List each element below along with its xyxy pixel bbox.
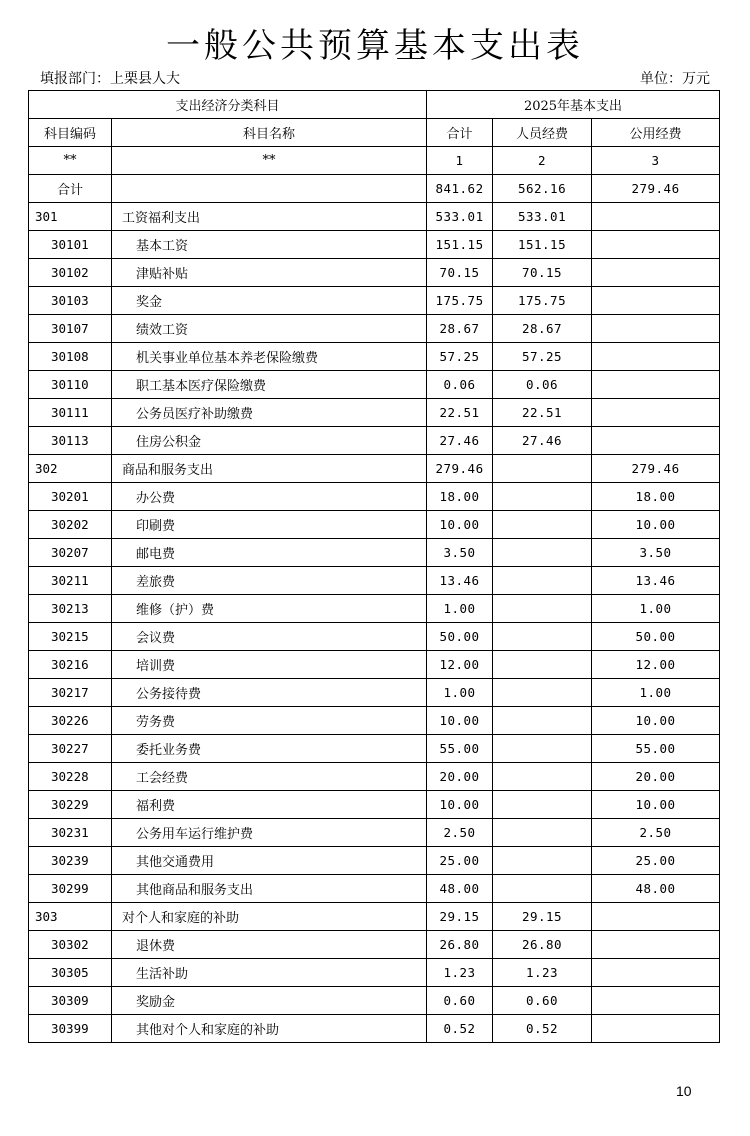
row-name-cell: 工会经费 — [112, 763, 427, 791]
row-total-cell: 1.00 — [427, 595, 493, 623]
table-row — [29, 259, 720, 287]
index-name: ** — [112, 147, 427, 175]
total-public: 279.46 — [592, 175, 720, 203]
row-code-cell: 30213 — [29, 595, 112, 623]
row-code-cell: 30217 — [29, 679, 112, 707]
row-code-cell: 30207 — [29, 539, 112, 567]
row-public-cell — [592, 259, 720, 287]
table-row — [29, 847, 720, 875]
table-row — [29, 959, 720, 987]
row-total-cell: 27.46 — [427, 427, 493, 455]
row-public-cell: 10.00 — [592, 791, 720, 819]
row-personnel-cell — [493, 595, 592, 623]
index-total: 1 — [427, 147, 493, 175]
row-public-cell — [592, 987, 720, 1015]
row-name-cell: 培训费 — [112, 651, 427, 679]
row-total-cell: 2.50 — [427, 819, 493, 847]
table-row — [29, 203, 720, 231]
row-personnel-cell — [493, 819, 592, 847]
row-public-cell — [592, 371, 720, 399]
row-public-cell: 2.50 — [592, 819, 720, 847]
row-code-cell: 30110 — [29, 371, 112, 399]
row-code-cell: 30229 — [29, 791, 112, 819]
row-total-cell: 55.00 — [427, 735, 493, 763]
row-public-cell — [592, 959, 720, 987]
row-name-cell: 住房公积金 — [112, 427, 427, 455]
row-public-cell: 55.00 — [592, 735, 720, 763]
row-public-cell — [592, 427, 720, 455]
row-name-cell: 劳务费 — [112, 707, 427, 735]
row-name-cell: 津贴补贴 — [112, 259, 427, 287]
table-row — [29, 791, 720, 819]
row-code-cell: 30399 — [29, 1015, 112, 1043]
row-code-cell: 30226 — [29, 707, 112, 735]
row-code-cell: 30201 — [29, 483, 112, 511]
row-name-cell: 绩效工资 — [112, 315, 427, 343]
row-total-cell: 0.52 — [427, 1015, 493, 1043]
row-name-cell: 印刷费 — [112, 511, 427, 539]
row-personnel-cell — [493, 735, 592, 763]
row-code-cell: 30299 — [29, 875, 112, 903]
row-total-cell: 10.00 — [427, 791, 493, 819]
row-code-cell: 30231 — [29, 819, 112, 847]
row-public-cell: 50.00 — [592, 623, 720, 651]
row-personnel-cell: 57.25 — [493, 343, 592, 371]
row-personnel-cell: 0.06 — [493, 371, 592, 399]
row-total-cell: 28.67 — [427, 315, 493, 343]
header-total: 合计 — [427, 119, 493, 147]
row-name-cell: 办公费 — [112, 483, 427, 511]
row-code-cell: 30305 — [29, 959, 112, 987]
row-public-cell: 1.00 — [592, 679, 720, 707]
row-code-cell: 30102 — [29, 259, 112, 287]
row-name-cell: 公务用车运行维护费 — [112, 819, 427, 847]
row-public-cell — [592, 903, 720, 931]
row-name-cell: 公务员医疗补助缴费 — [112, 399, 427, 427]
page-number: 10 — [676, 1083, 692, 1099]
row-total-cell: 20.00 — [427, 763, 493, 791]
row-total-cell: 26.80 — [427, 931, 493, 959]
row-total-cell: 175.75 — [427, 287, 493, 315]
row-personnel-cell — [493, 651, 592, 679]
row-public-cell: 25.00 — [592, 847, 720, 875]
row-code-cell: 30101 — [29, 231, 112, 259]
row-public-cell — [592, 287, 720, 315]
row-public-cell: 20.00 — [592, 763, 720, 791]
row-total-cell: 13.46 — [427, 567, 493, 595]
header-group-right: 2025年基本支出 — [427, 91, 720, 119]
row-public-cell — [592, 203, 720, 231]
row-personnel-cell: 0.60 — [493, 987, 592, 1015]
table-row — [29, 651, 720, 679]
row-name-cell: 公务接待费 — [112, 679, 427, 707]
row-code-cell: 30113 — [29, 427, 112, 455]
row-public-cell: 10.00 — [592, 707, 720, 735]
row-name-cell: 职工基本医疗保险缴费 — [112, 371, 427, 399]
row-total-cell: 70.15 — [427, 259, 493, 287]
row-name-cell: 对个人和家庭的补助 — [112, 903, 427, 931]
row-name-cell: 邮电费 — [112, 539, 427, 567]
header-column-row — [29, 119, 720, 147]
table-row — [29, 1015, 720, 1043]
row-personnel-cell — [493, 455, 592, 483]
row-code-cell: 30302 — [29, 931, 112, 959]
table-row — [29, 399, 720, 427]
table-row — [29, 819, 720, 847]
row-name-cell: 生活补助 — [112, 959, 427, 987]
index-code: ** — [29, 147, 112, 175]
row-code-cell: 30215 — [29, 623, 112, 651]
row-name-cell: 其他商品和服务支出 — [112, 875, 427, 903]
row-code-cell: 302 — [29, 455, 112, 483]
row-name-cell: 福利费 — [112, 791, 427, 819]
expenditure-table — [28, 90, 720, 1043]
table-row — [29, 623, 720, 651]
header-code: 科目编码 — [29, 119, 112, 147]
row-total-cell: 57.25 — [427, 343, 493, 371]
index-personnel: 2 — [493, 147, 592, 175]
row-code-cell: 30108 — [29, 343, 112, 371]
row-public-cell: 10.00 — [592, 511, 720, 539]
table-row — [29, 315, 720, 343]
table-row — [29, 427, 720, 455]
row-total-cell: 3.50 — [427, 539, 493, 567]
row-total-cell: 22.51 — [427, 399, 493, 427]
row-name-cell: 机关事业单位基本养老保险缴费 — [112, 343, 427, 371]
row-name-cell: 其他交通费用 — [112, 847, 427, 875]
row-personnel-cell: 28.67 — [493, 315, 592, 343]
row-personnel-cell: 175.75 — [493, 287, 592, 315]
row-personnel-cell — [493, 539, 592, 567]
row-code-cell: 30309 — [29, 987, 112, 1015]
row-personnel-cell — [493, 763, 592, 791]
row-personnel-cell: 0.52 — [493, 1015, 592, 1043]
total-personnel: 562.16 — [493, 175, 592, 203]
table-row — [29, 707, 720, 735]
row-code-cell: 30211 — [29, 567, 112, 595]
department-label: 填报部门：上栗县人大 — [40, 71, 180, 87]
row-code-cell: 30228 — [29, 763, 112, 791]
table-row — [29, 679, 720, 707]
header-group-row — [29, 91, 720, 119]
table-row — [29, 903, 720, 931]
row-total-cell: 0.06 — [427, 371, 493, 399]
table-row — [29, 567, 720, 595]
row-name-cell: 委托业务费 — [112, 735, 427, 763]
report-meta — [40, 68, 710, 88]
row-code-cell: 30202 — [29, 511, 112, 539]
row-total-cell: 279.46 — [427, 455, 493, 483]
row-personnel-cell — [493, 679, 592, 707]
table-row — [29, 987, 720, 1015]
table-row — [29, 931, 720, 959]
row-name-cell: 商品和服务支出 — [112, 455, 427, 483]
table-row — [29, 231, 720, 259]
header-personnel: 人员经费 — [493, 119, 592, 147]
index-public: 3 — [592, 147, 720, 175]
row-personnel-cell — [493, 483, 592, 511]
row-code-cell: 30227 — [29, 735, 112, 763]
row-public-cell — [592, 399, 720, 427]
header-public: 公用经费 — [592, 119, 720, 147]
unit-label: 单位：万元 — [640, 71, 710, 87]
row-personnel-cell — [493, 707, 592, 735]
row-public-cell: 279.46 — [592, 455, 720, 483]
total-total: 841.62 — [427, 175, 493, 203]
table-row — [29, 511, 720, 539]
row-code-cell: 30107 — [29, 315, 112, 343]
table-row — [29, 539, 720, 567]
row-code-cell: 30111 — [29, 399, 112, 427]
row-public-cell — [592, 343, 720, 371]
row-name-cell: 基本工资 — [112, 231, 427, 259]
row-total-cell: 1.00 — [427, 679, 493, 707]
total-row — [29, 175, 720, 203]
header-group-left: 支出经济分类科目 — [29, 91, 427, 119]
row-total-cell: 1.23 — [427, 959, 493, 987]
row-public-cell: 13.46 — [592, 567, 720, 595]
row-total-cell: 10.00 — [427, 511, 493, 539]
table-row — [29, 483, 720, 511]
row-code-cell: 30239 — [29, 847, 112, 875]
row-total-cell: 25.00 — [427, 847, 493, 875]
row-public-cell: 18.00 — [592, 483, 720, 511]
row-total-cell: 29.15 — [427, 903, 493, 931]
row-public-cell: 48.00 — [592, 875, 720, 903]
page-title: 一般公共预算基本支出表 — [166, 26, 584, 66]
row-personnel-cell: 151.15 — [493, 231, 592, 259]
row-personnel-cell: 70.15 — [493, 259, 592, 287]
row-code-cell: 303 — [29, 903, 112, 931]
row-public-cell — [592, 231, 720, 259]
row-name-cell: 维修（护）费 — [112, 595, 427, 623]
row-personnel-cell: 29.15 — [493, 903, 592, 931]
row-personnel-cell: 1.23 — [493, 959, 592, 987]
table-row — [29, 875, 720, 903]
row-personnel-cell: 533.01 — [493, 203, 592, 231]
header-name: 科目名称 — [112, 119, 427, 147]
row-personnel-cell — [493, 875, 592, 903]
row-name-cell: 会议费 — [112, 623, 427, 651]
row-personnel-cell — [493, 623, 592, 651]
row-total-cell: 12.00 — [427, 651, 493, 679]
table-row — [29, 735, 720, 763]
row-personnel-cell: 22.51 — [493, 399, 592, 427]
row-personnel-cell — [493, 791, 592, 819]
row-public-cell — [592, 1015, 720, 1043]
row-total-cell: 50.00 — [427, 623, 493, 651]
row-name-cell: 退休费 — [112, 931, 427, 959]
table-row — [29, 371, 720, 399]
row-personnel-cell: 26.80 — [493, 931, 592, 959]
row-total-cell: 18.00 — [427, 483, 493, 511]
row-code-cell: 301 — [29, 203, 112, 231]
row-public-cell — [592, 931, 720, 959]
total-name — [112, 175, 427, 203]
row-total-cell: 151.15 — [427, 231, 493, 259]
row-personnel-cell: 27.46 — [493, 427, 592, 455]
row-code-cell: 30103 — [29, 287, 112, 315]
row-personnel-cell — [493, 847, 592, 875]
table-row — [29, 595, 720, 623]
row-total-cell: 0.60 — [427, 987, 493, 1015]
table-row — [29, 287, 720, 315]
row-personnel-cell — [493, 511, 592, 539]
table-row — [29, 763, 720, 791]
row-name-cell: 工资福利支出 — [112, 203, 427, 231]
row-name-cell: 差旅费 — [112, 567, 427, 595]
row-personnel-cell — [493, 567, 592, 595]
row-public-cell: 12.00 — [592, 651, 720, 679]
table-row — [29, 455, 720, 483]
row-name-cell: 其他对个人和家庭的补助 — [112, 1015, 427, 1043]
row-name-cell: 奖励金 — [112, 987, 427, 1015]
row-total-cell: 48.00 — [427, 875, 493, 903]
row-name-cell: 奖金 — [112, 287, 427, 315]
row-total-cell: 10.00 — [427, 707, 493, 735]
total-code: 合计 — [29, 175, 112, 203]
row-total-cell: 533.01 — [427, 203, 493, 231]
row-public-cell — [592, 315, 720, 343]
row-code-cell: 30216 — [29, 651, 112, 679]
table-row — [29, 343, 720, 371]
header-index-row — [29, 147, 720, 175]
row-public-cell: 3.50 — [592, 539, 720, 567]
row-public-cell: 1.00 — [592, 595, 720, 623]
